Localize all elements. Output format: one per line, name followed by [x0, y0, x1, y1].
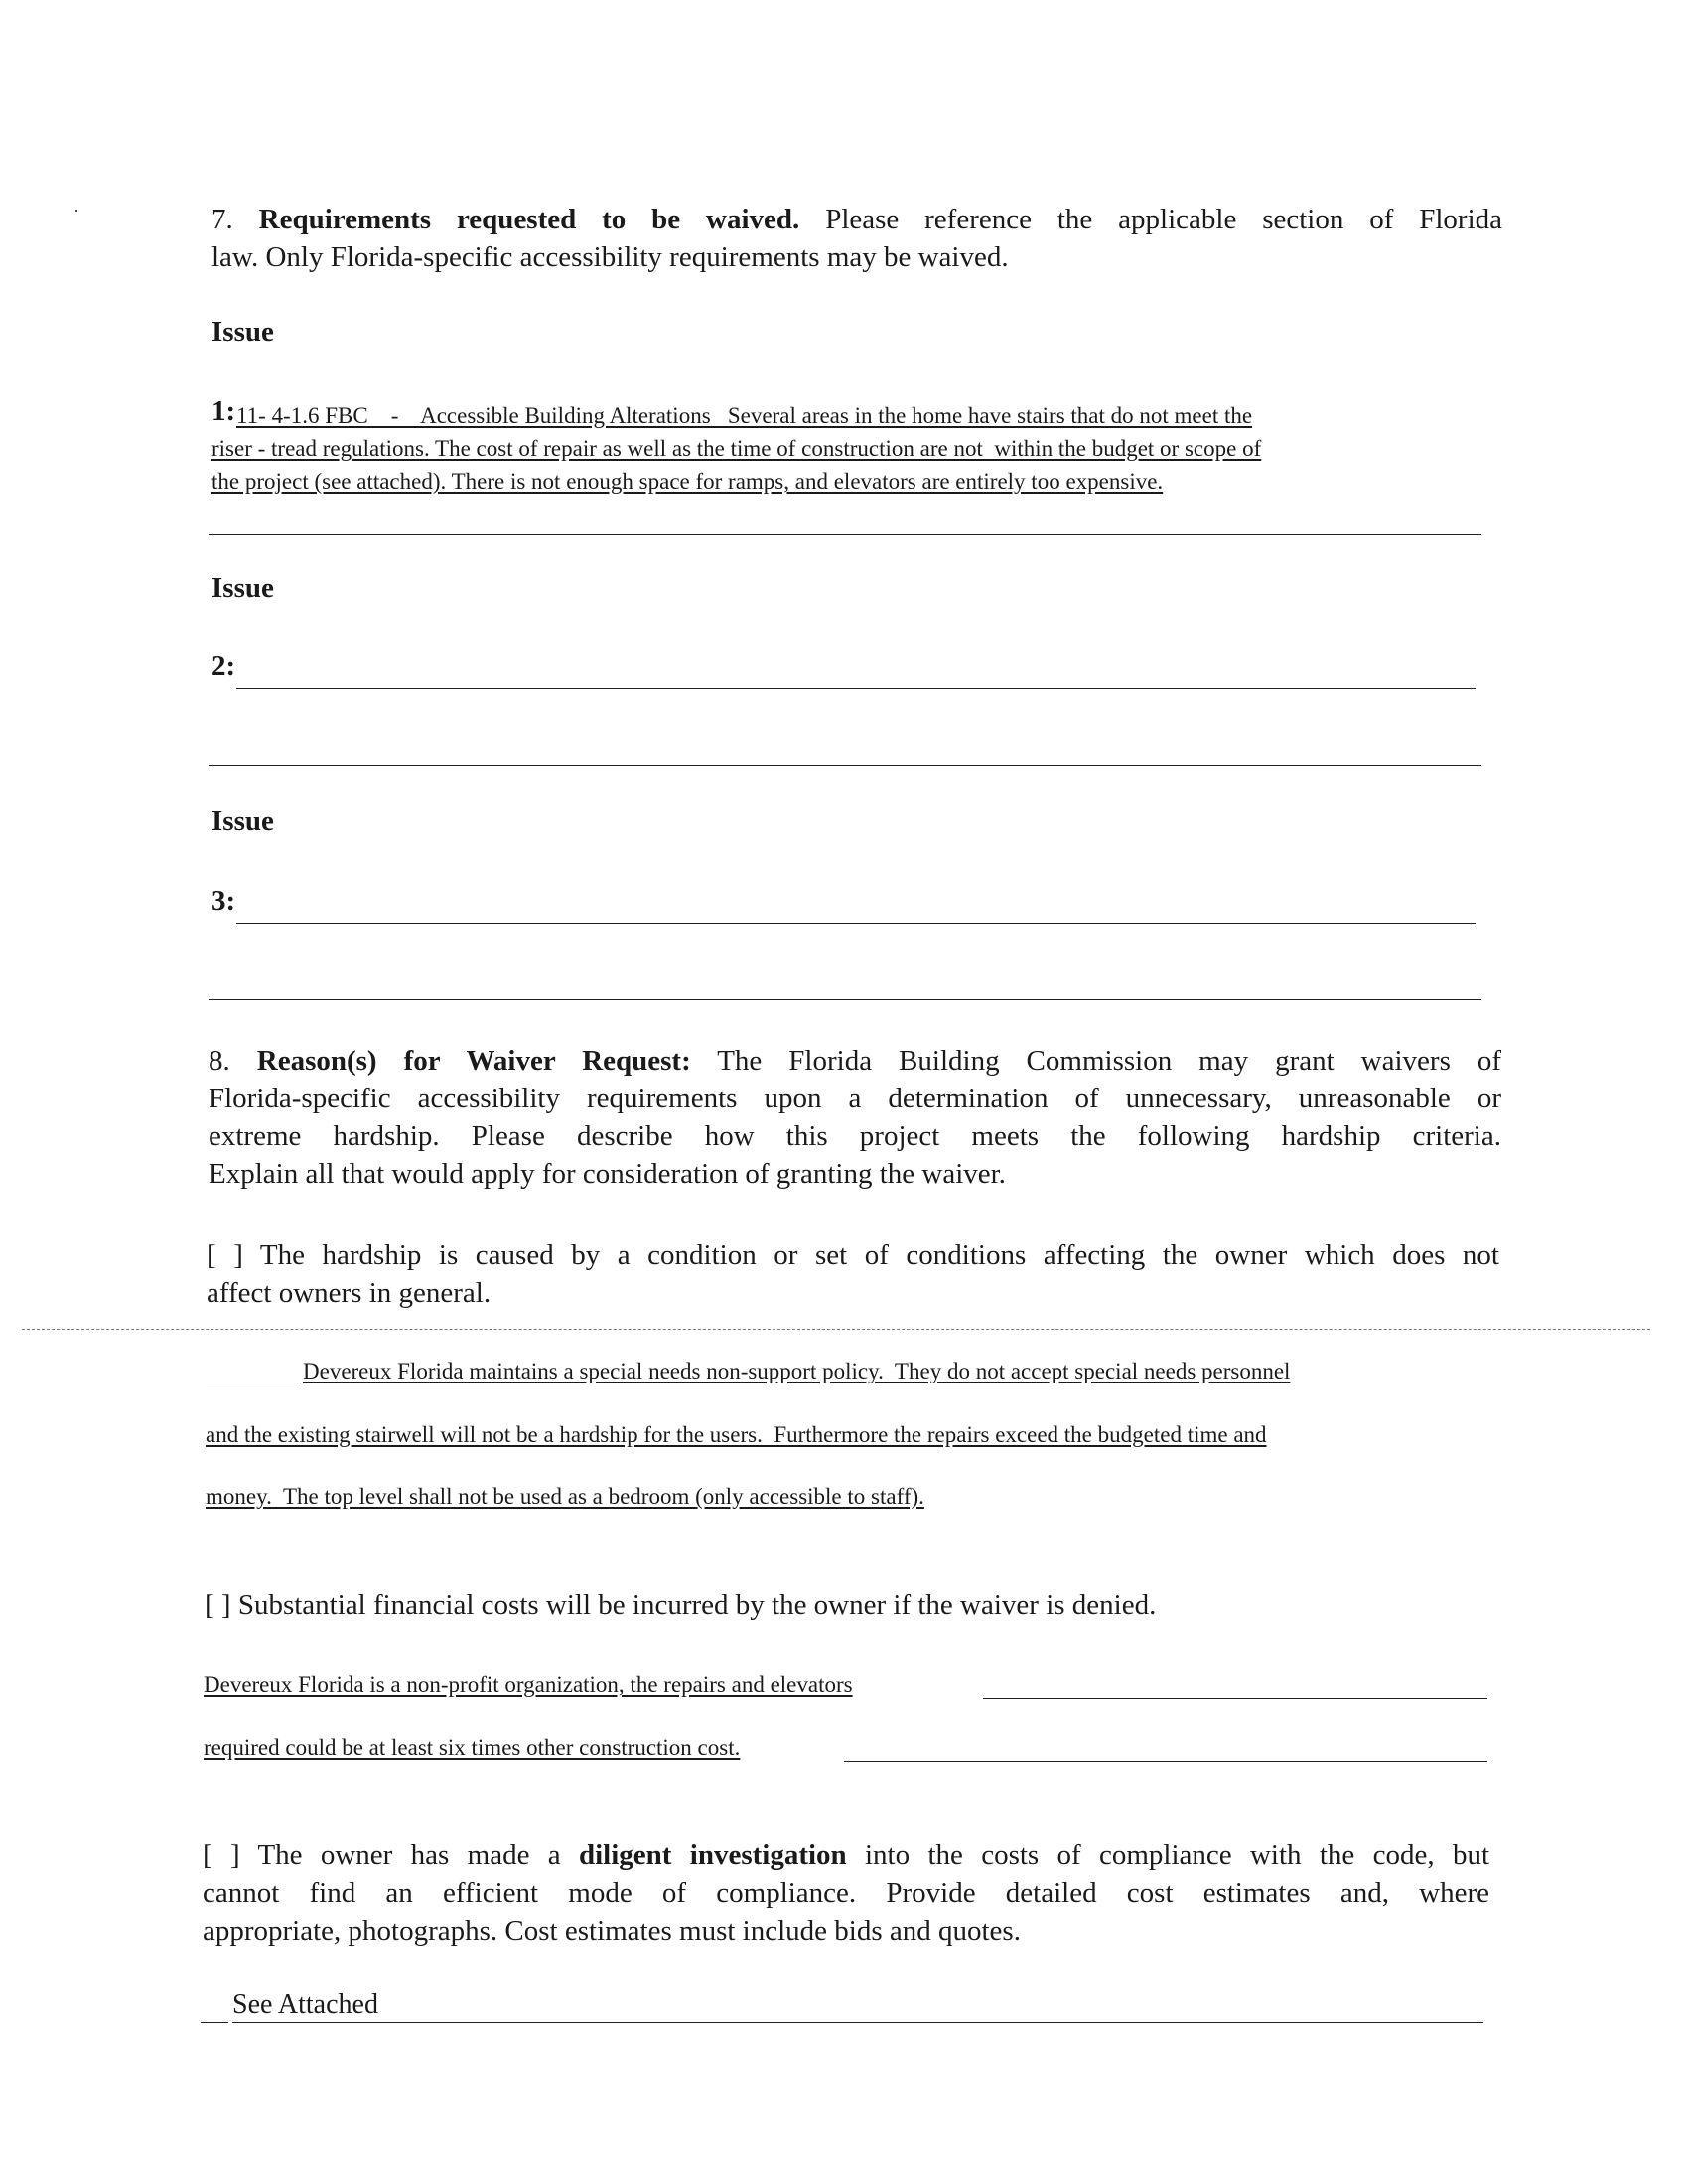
criterion-2-text: Substantial financial costs will be incurred by the owner if the waiver is denied.: [237, 1589, 1157, 1621]
criterion-2-line-1: [205, 1587, 1156, 1624]
criterion-3-line-3: appropriate, photographs. Cost estimates must include bids and quotes.: [203, 1915, 1021, 1947]
section-7-line-2: law. Only Florida-specific accessibility requirements may be waived.: [211, 241, 1009, 273]
section-8-line-3: extreme hardship. Please describe how this project meets the following hardship criteria.: [209, 1120, 1501, 1152]
criterion-1-text: The hardship is caused by a condition or set of conditions affecting the owner which does not: [259, 1239, 1499, 1271]
section-7-line-1: [211, 202, 1502, 238]
section-7-number: 7.: [211, 204, 233, 235]
criterion-3-text-pre: The owner has made a: [257, 1839, 561, 1871]
section-8-line-1: [209, 1043, 1501, 1080]
criterion-3-line-2: cannot find an efficient mode of compliance. Provide detailed cost estimates and, where: [203, 1877, 1489, 1909]
criterion-1-answer-line-2[interactable]: and the existing stairwell will not be a hardship for the users. Furthermore the repairs exceed the budgeted time and: [206, 1422, 1267, 1447]
issue-2-number: 2:: [211, 651, 236, 682]
issue-1-answer-line-3[interactable]: the project (see attached). There is not enough space for ramps, and elevators are entirely too expensive.: [211, 469, 1164, 494]
issue-1-heading: Issue: [211, 316, 274, 348]
criterion-2-checkbox[interactable]: [ ]: [205, 1589, 231, 1621]
criterion-3-answer-blank-line[interactable]: [232, 2022, 1483, 2023]
section-8-text: The Florida Building Commission may grant waivers of: [717, 1045, 1502, 1077]
issue-1-answer-line-2[interactable]: riser - tread regulations. The cost of repair as well as the time of construction are not within the budget or scope of: [211, 436, 1262, 461]
scan-artifact-line: [22, 1329, 1650, 1330]
criterion-2-answer-line-1-blank[interactable]: [983, 1698, 1487, 1699]
criterion-3-text-bold: diligent investigation: [578, 1839, 847, 1871]
section-8-heading: Reason(s) for Waiver Request:: [256, 1045, 691, 1077]
criterion-2-answer-line-2-blank[interactable]: [844, 1761, 1487, 1762]
criterion-3-answer-lead-line: [201, 2022, 228, 2023]
issue-2-answer-line-1[interactable]: [236, 688, 1476, 689]
criterion-3-checkbox[interactable]: [ ]: [203, 1839, 240, 1871]
issue-3-answer-line-2[interactable]: [209, 999, 1481, 1000]
criterion-2-answer-line-1[interactable]: Devereux Florida is a non-profit organization, the repairs and elevators: [204, 1673, 853, 1697]
criterion-1-answer-line-3[interactable]: money. The top level shall not be used as a bedroom (only accessible to staff).: [206, 1484, 924, 1509]
criterion-1-line-2: affect owners in general.: [207, 1277, 492, 1309]
criterion-3-text-post: into the costs of compliance with the code, but: [865, 1839, 1489, 1871]
criterion-3-answer[interactable]: See Attached: [232, 1989, 378, 2020]
issue-3-answer-line-1[interactable]: [236, 923, 1476, 924]
criterion-1-answer-line-1[interactable]: Devereux Florida maintains a special needs non-support policy. They do not accept special needs personnel: [303, 1359, 1291, 1383]
issue-3-heading: Issue: [211, 805, 274, 837]
issue-1-blank-line[interactable]: [209, 534, 1481, 535]
issue-1-answer-line-1[interactable]: 11- 4-1.6 FBC - Accessible Building Alterations Several areas in the home have stairs that do not meet the: [236, 403, 1253, 428]
issue-2-heading: Issue: [211, 572, 274, 604]
section-8-number: 8.: [209, 1045, 230, 1077]
issue-2-answer-line-2[interactable]: [209, 765, 1481, 766]
scan-speck: [75, 210, 77, 212]
section-7-text: Please reference the applicable section of Florida: [825, 204, 1503, 235]
section-7-heading: Requirements requested to be waived.: [258, 204, 800, 235]
criterion-2-answer-line-2[interactable]: required could be at least six times other construction cost.: [204, 1735, 741, 1760]
section-8-line-2: Florida-specific accessibility requirements upon a determination of unnecessary, unreasonable or: [209, 1083, 1501, 1114]
issue-1-number: 1:: [211, 395, 236, 427]
criterion-1-line-1: [207, 1238, 1499, 1274]
issue-3-number: 3:: [211, 885, 236, 917]
criterion-1-checkbox[interactable]: [ ]: [207, 1239, 243, 1271]
section-8-line-4: Explain all that would apply for consideration of granting the waiver.: [209, 1158, 1006, 1190]
criterion-3-line-1: [203, 1837, 1489, 1874]
